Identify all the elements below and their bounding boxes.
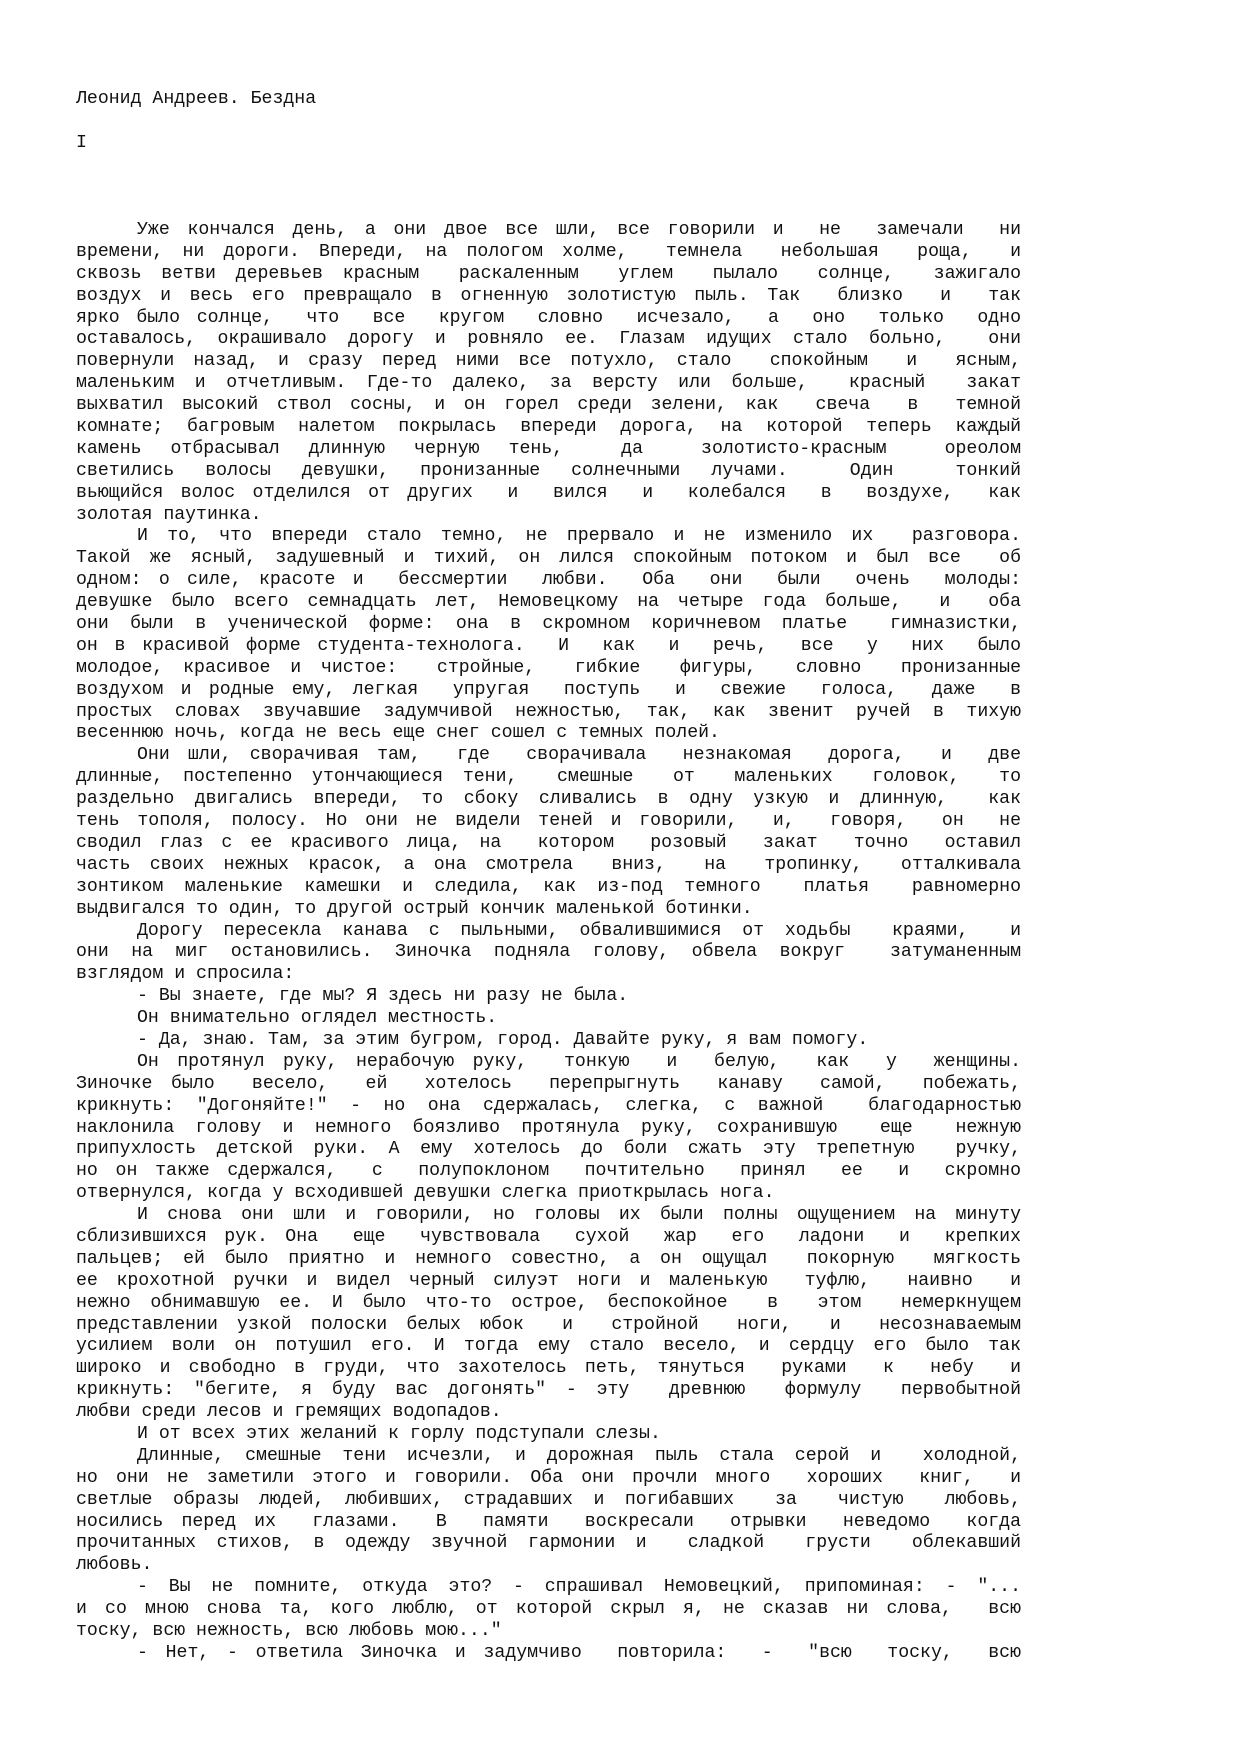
text-line: но он также сдержался, с полупоклоном почтительно принял ее и скромно	[76, 1161, 1021, 1182]
text-line: И снова они шли и говорили, но головы их были полны ощущением на минуту	[137, 1205, 1021, 1226]
text-line: сблизившихся рук. Она еще чувствовала сухой жар его ладони и крепких	[76, 1226, 1021, 1247]
text-line: выхватил высокий ствол сосны, и он горел среди зелени, как свеча в темной	[76, 395, 1021, 416]
text-line: Зиночке было весело, ей хотелось перепрыгнуть канаву самой, побежать,	[76, 1073, 1021, 1094]
text-line: Уже кончался день, а они двое все шли, все говорили и не замечали ни	[137, 220, 1021, 240]
text-line: любви среди лесов и гремящих водопадов.	[76, 1402, 502, 1423]
text-line: нежно обнимавшую ее. И было что-то острое, беспокойное в этом немеркнущем	[76, 1292, 1021, 1313]
text-line: молодое, красивое и чистое: стройные, гибкие фигуры, словно пронизанные	[76, 657, 1021, 678]
text-line: вьющийся волос отделился от других и вился и колебался в воздухе, как	[76, 482, 1021, 503]
text-line: тоску, всю нежность, всю любовь мою..."	[76, 1621, 502, 1641]
text-line: носились перед их глазами. В памяти воскресали отрывки неведомо когда	[76, 1511, 1021, 1532]
text-line: часть своих нежных красок, а она смотрела вниз, на тропинку, отталкивала	[76, 854, 1021, 875]
text-line: оставалось, окрашивало дорогу и ровняло ее. Глазам идущих стало больно, они	[76, 329, 1021, 350]
text-line: раздельно двигались впереди, то сбоку сливались в одну узкую и длинную, как	[76, 789, 1021, 810]
text-line: времени, ни дороги. Впереди, на пологом холме, темнела небольшая роща, и	[76, 241, 1021, 262]
text-line: и со мною снова та, кого люблю, от которой скрыл я, не сказав ни слова, всю	[76, 1599, 1021, 1620]
text-line: камень отбрасывал длинную черную тень, да золотисто-красным ореолом	[76, 438, 1021, 459]
text-line: длинные, постепенно утончающиеся тени, смешные от маленьких головок, то	[76, 767, 1021, 788]
text-line: - Вы не помните, откуда это? - спрашивал Немовецкий, припоминая: - "...	[137, 1577, 1021, 1598]
text-line: выдвигался то один, то другой острый кончик маленькой ботинки.	[76, 898, 753, 919]
text-line: сквозь ветви деревьев красным раскаленным углем пылало солнце, зажигало	[76, 263, 1021, 284]
text-line: но они не заметили этого и говорили. Оба они прочли много хороших книг, и	[76, 1467, 1021, 1488]
text-line: воздух и весь его превращало в огненную золотистую пыль. Так близко и так	[76, 285, 1021, 306]
text-line: И то, что впереди стало темно, не прервало и не изменило их разговора.	[137, 526, 1021, 547]
text-line: Они шли, сворачивая там, где сворачивала незнакомая дорога, и две	[137, 745, 1021, 766]
text-line: воздухом и родные ему, легкая упругая поступь и свежие голоса, даже в	[76, 679, 1021, 700]
text-line: взглядом и спросила:	[76, 964, 295, 985]
text-line: Длинные, смешные тени исчезли, и дорожная пыль стала серой и холодной,	[137, 1445, 1021, 1466]
text-line: одном: о силе, красоте и бессмертии любви. Оба они были очень молоды:	[76, 570, 1021, 591]
text-line: крикнуть: "бегите, я буду вас догонять" - эту древнюю формулу первобытной	[76, 1380, 1021, 1401]
text-line: - Вы знаете, где мы? Я здесь ни разу не была.	[137, 986, 629, 1007]
text-line: Такой же ясный, задушевный и тихий, он лился спокойным потоком и был все об	[76, 548, 1021, 569]
text-line: прочитанных стихов, в одежду звучной гармонии и сладкой грусти облекавший	[76, 1533, 1021, 1554]
chapter-number: I	[76, 133, 87, 153]
text-line: широко и свободно в груди, что захотелось петь, тянуться руками к небу и	[76, 1358, 1021, 1379]
text-line: золотая паутинка.	[76, 504, 262, 525]
text-line: светлые образы людей, любивших, страдавших и погибавших за чистую любовь,	[76, 1489, 1021, 1510]
text-line: светились волосы девушки, пронизанные солнечными лучами. Один тонкий	[76, 460, 1021, 481]
text-line: ее крохотной ручки и видел черный силуэт ноги и маленькую туфлю, наивно и	[76, 1270, 1021, 1291]
body-text	[76, 220, 1021, 1665]
text-line: отвернулся, когда у всходившей девушки слегка приоткрылась нога.	[76, 1183, 775, 1204]
document-header: Леонид Андреев. Бездна	[76, 89, 317, 109]
text-line: зонтиком маленькие камешки и следила, как из-под темного платья равномерно	[76, 876, 1021, 897]
text-line: любовь.	[76, 1555, 153, 1576]
text-line: крикнуть: "Догоняйте!" - но она сдержалась, слегка, с важной благодарностью	[76, 1095, 1021, 1116]
text-line: представлении узкой полоски белых юбок и стройной ноги, и несознаваемым	[76, 1314, 1021, 1335]
text-line: Он внимательно оглядел местность.	[137, 1008, 498, 1029]
text-line: простых словах звучавшие задумчивой нежностью, так, как звенит ручей в тихую	[76, 701, 1021, 722]
text-line: комнате; багровым налетом покрылась впереди дорога, на которой теперь каждый	[76, 417, 1021, 438]
text-line: Дорогу пересекла канава с пыльными, обвалившимися от ходьбы краями, и	[137, 920, 1021, 941]
text-line: пальцев; ей было приятно и немного совестно, а он ощущал покорную мягкость	[76, 1248, 1021, 1269]
text-line: он в красивой форме студента-технолога. И как и речь, все у них было	[76, 635, 1021, 656]
text-line: маленьким и отчетливым. Где-то далеко, за версту или больше, красный закат	[76, 373, 1021, 394]
text-line: девушке было всего семнадцать лет, Немовецкому на четыре года больше, и оба	[76, 592, 1021, 613]
text-line: сводил глаз с ее красивого лица, на котором розовый закат точно оставил	[76, 832, 1021, 853]
text-line: они были в ученической форме: она в скромном коричневом платье гимназистки,	[76, 614, 1021, 635]
text-line: они на миг остановились. Зиночка подняла голову, обвела вокруг затуманенным	[76, 942, 1021, 963]
text-line: тень тополя, полосу. Но они не видели теней и говорили, и, говоря, он не	[76, 811, 1021, 832]
text-line: весеннюю ночь, когда не весь еще снег сошел с темных полей.	[76, 723, 720, 744]
text-line: - Нет, - ответила Зиночка и задумчиво повторила: - "всю тоску, всю	[137, 1642, 1021, 1663]
text-line: - Да, знаю. Там, за этим бугром, город. Давайте руку, я вам помогу.	[137, 1029, 869, 1050]
text-line: повернули назад, и сразу перед ними все потухло, стало спокойным и ясным,	[76, 351, 1021, 372]
text-line: усилием воли он потушил его. И тогда ему стало весело, и сердцу его было так	[76, 1336, 1021, 1357]
text-line: ярко было солнце, что все кругом словно исчезало, а оно только одно	[76, 307, 1021, 328]
text-line: припухлость детской руки. А ему хотелось до боли сжать эту трепетную ручку,	[76, 1139, 1021, 1160]
text-line: Он протянул руку, нерабочую руку, тонкую и белую, как у женщины.	[137, 1051, 1021, 1072]
text-line: И от всех этих желаний к горлу подступали слезы.	[137, 1423, 661, 1444]
text-line: наклонила голову и немного боязливо протянула руку, сохранившую еще нежную	[76, 1117, 1021, 1138]
